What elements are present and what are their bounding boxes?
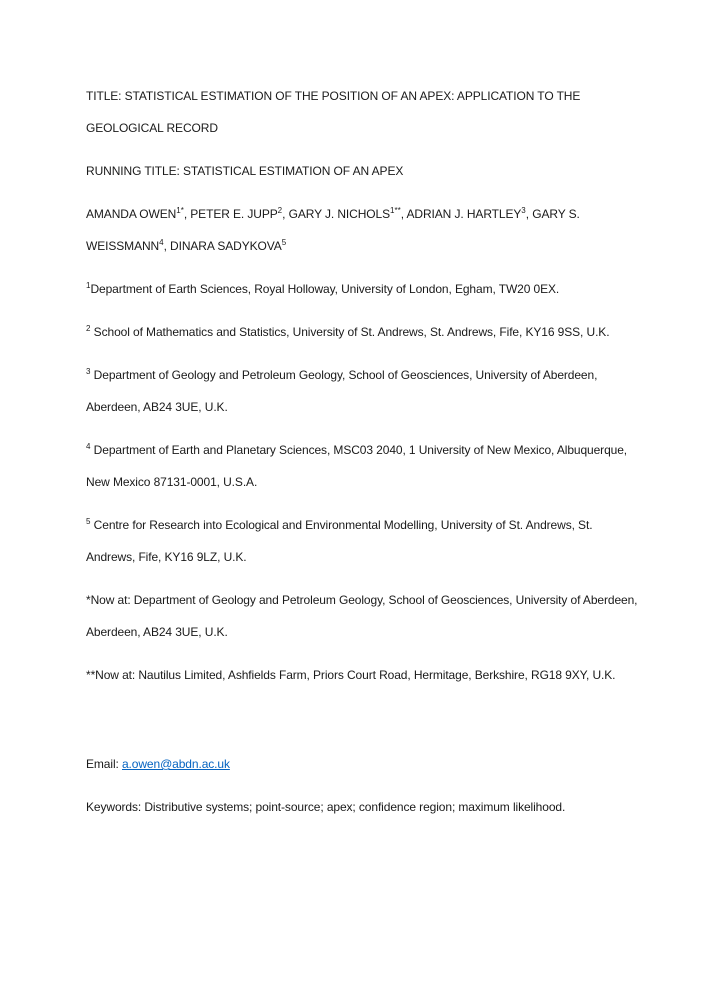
superscript-marker: 2 <box>277 206 283 215</box>
text-run: , PETER E. JUPP <box>183 207 278 221</box>
text-run: Keywords: Distributive systems; point-source; apex; confidence region; maximum likelihood. <box>86 800 566 814</box>
paragraph-running-title <box>86 155 643 187</box>
text-run: Department of Geology and Petroleum Geology, School of Geosciences, University of Aberdeen, Aberdeen, AB24 3UE, U.K. <box>86 368 600 414</box>
text-run: **Now at: Nautilus Limited, Ashfields Farm, Priors Court Road, Hermitage, Berkshire, RG18 9XY, U.K. <box>86 668 616 682</box>
superscript-marker: 3 <box>521 206 526 215</box>
text-run: AMANDA OWEN <box>86 207 177 221</box>
paragraph-affiliation-3 <box>86 359 643 423</box>
text-run: Department of Earth and Planetary Sciences, MSC03 2040, 1 University of New Mexico, Albuquerque, New Mexico 87131-0001, U.S.A. <box>86 443 631 489</box>
text-run: , DINARA SADYKOVA <box>163 239 282 253</box>
text-run: Email: <box>86 757 122 771</box>
text-run: Centre for Research into Ecological and Environmental Modelling, University of St. Andrews, St. Andrews, Fife, KY16 9LZ, U.K. <box>86 518 596 564</box>
paragraph-now-at-1 <box>86 584 643 648</box>
text-run: Department of Earth Sciences, Royal Holloway, University of London, Egham, TW20 0EX. <box>90 282 560 296</box>
superscript-marker: 5 <box>281 238 287 247</box>
text-run: , GARY J. NICHOLS <box>282 207 391 221</box>
paragraph-affiliation-5 <box>86 509 643 573</box>
paragraph-authors <box>86 198 643 262</box>
paragraph-affiliation-2 <box>86 316 643 348</box>
superscript-marker: 4 <box>86 442 91 451</box>
paragraph-now-at-2 <box>86 659 643 691</box>
superscript-marker: 3 <box>86 367 91 376</box>
superscript-marker: 1* <box>176 206 184 215</box>
text-run: School of Mathematics and Statistics, University of St. Andrews, St. Andrews, Fife, KY16 9SS, U.K. <box>90 325 610 339</box>
paragraph-title <box>86 80 643 144</box>
paragraph-keywords <box>86 791 643 823</box>
superscript-marker: 1 <box>86 281 91 290</box>
superscript-marker: 4 <box>159 238 164 247</box>
text-run: , ADRIAN J. HARTLEY <box>400 207 522 221</box>
text-run: *Now at: Department of Geology and Petroleum Geology, School of Geosciences, University of Aberdeen, Aberdeen, AB24 3UE, U.K. <box>86 593 640 639</box>
superscript-marker: 2 <box>86 324 91 333</box>
text-run: , GARY S. WEISSMANN <box>86 207 583 253</box>
email-link[interactable]: a.owen@abdn.ac.uk <box>121 757 230 771</box>
text-run: RUNNING TITLE: STATISTICAL ESTIMATION OF AN APEX <box>86 164 404 178</box>
text-run: TITLE: STATISTICAL ESTIMATION OF THE POSITION OF AN APEX: APPLICATION TO THE GEOLOGICAL RECORD <box>86 89 584 135</box>
document-body <box>86 80 643 823</box>
superscript-marker: 1** <box>390 206 401 215</box>
superscript-marker: 5 <box>86 517 91 526</box>
paragraph-email <box>86 748 643 780</box>
paragraph-affiliation-1 <box>86 273 643 305</box>
paragraph-affiliation-4 <box>86 434 643 498</box>
